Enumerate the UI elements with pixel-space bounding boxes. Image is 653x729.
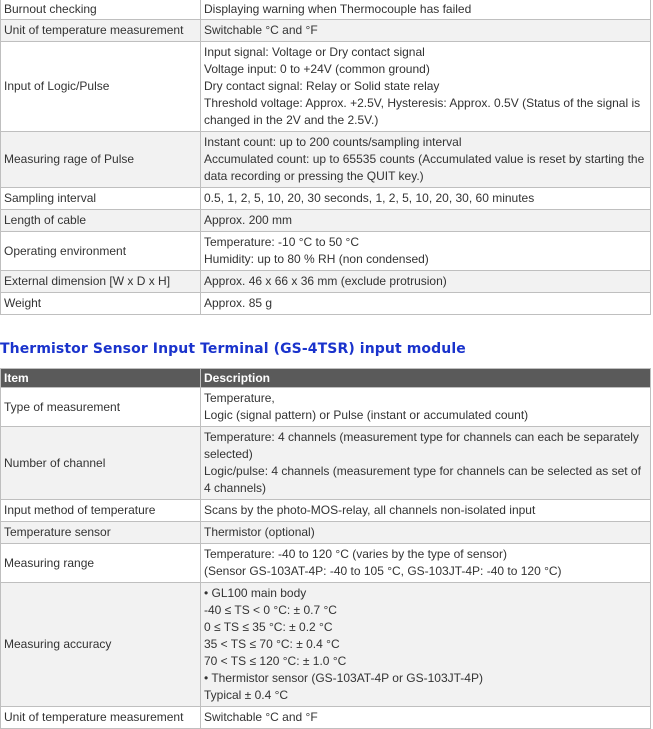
table-row (1, 271, 651, 293)
table-row (1, 232, 651, 271)
value-line: Logic (signal pattern) or Pulse (instant or accumulated count) (204, 408, 529, 422)
column-header-description: Description (201, 369, 651, 388)
value-line: Approx. 200 mm (204, 213, 293, 227)
row-key: Measuring range (1, 544, 201, 583)
value-line: Temperature: -10 °C to 50 °C (204, 235, 359, 249)
value-line: Threshold voltage: Approx. +2.5V, Hysteresis: Approx. 0.5V (Status of the signal is changed in the 2V and the 2.5V.) (204, 96, 641, 127)
row-value (201, 583, 651, 707)
row-value (201, 232, 651, 271)
row-value (201, 20, 651, 42)
value-line: -40 ≤ TS < 0 °C: ± 0.7 °C (204, 603, 337, 617)
row-value (201, 132, 651, 188)
table-row (1, 293, 651, 315)
table-row (1, 388, 651, 427)
table-row (1, 544, 651, 583)
value-line: Displaying warning when Thermocouple has failed (204, 1, 472, 16)
value-line: • GL100 main body (204, 586, 307, 600)
value-line: 70 < TS ≤ 120 °C: ± 1.0 °C (204, 654, 347, 668)
table-row (1, 20, 651, 42)
table-row (1, 583, 651, 707)
row-key: Input of Logic/Pulse (1, 42, 201, 132)
value-line: Accumulated count: up to 65535 counts (Accumulated value is reset by starting the data recording or pressing the QUIT key.) (204, 152, 645, 183)
value-line: Humidity: up to 80 % RH (non condensed) (204, 252, 429, 266)
row-value (201, 188, 651, 210)
table-row (1, 522, 651, 544)
spec-table-thermocouple (0, 0, 651, 315)
row-value (201, 544, 651, 583)
value-line: Scans by the photo-MOS-relay, all channels non-isolated input (204, 503, 536, 517)
table-row (1, 42, 651, 132)
value-line: Voltage input: 0 to +24V (common ground) (204, 62, 430, 76)
row-key: Measuring rage of Pulse (1, 132, 201, 188)
value-line: Switchable °C and °F (204, 710, 318, 724)
row-value (201, 388, 651, 427)
value-line: Approx. 46 x 66 x 36 mm (exclude protrusion) (204, 274, 447, 288)
table-row (1, 188, 651, 210)
value-line: 0.5, 1, 2, 5, 10, 20, 30 seconds, 1, 2, 5, 10, 20, 30, 60 minutes (204, 191, 535, 205)
value-line: Temperature: -40 to 120 °C (varies by the type of sensor) (204, 547, 507, 561)
value-line: Approx. 85 g (204, 296, 273, 310)
value-line: (Sensor GS-103AT-4P: -40 to 105 °C, GS-103JT-4P: -40 to 120 °C) (204, 564, 562, 578)
spec-table-thermistor (0, 368, 651, 729)
row-key: Burnout checking (1, 0, 201, 20)
row-key: Type of measurement (1, 388, 201, 427)
row-key: Length of cable (1, 210, 201, 232)
row-value (201, 707, 651, 729)
column-header-item: Item (1, 369, 201, 388)
value-line: Temperature: 4 channels (measurement type for channels can each be separately selected) (204, 430, 639, 461)
row-key: Weight (1, 293, 201, 315)
table-row (1, 132, 651, 188)
value-line: Dry contact signal: Relay or Solid state relay (204, 79, 440, 93)
table-row (1, 500, 651, 522)
row-value (201, 427, 651, 500)
row-value (201, 42, 651, 132)
row-value (201, 500, 651, 522)
value-line: Input signal: Voltage or Dry contact signal (204, 45, 425, 59)
value-line: 0 ≤ TS ≤ 35 °C: ± 0.2 °C (204, 620, 333, 634)
row-value (201, 210, 651, 232)
table-row (1, 0, 651, 20)
row-key: Unit of temperature measurement (1, 20, 201, 42)
row-key: Input method of temperature (1, 500, 201, 522)
table-row (1, 210, 651, 232)
value-line: Instant count: up to 200 counts/sampling interval (204, 135, 462, 149)
value-line: 35 < TS ≤ 70 °C: ± 0.4 °C (204, 637, 340, 651)
row-value (201, 0, 651, 20)
value-line: Logic/pulse: 4 channels (measurement type for channels can be selected as set of 4 channels) (204, 464, 641, 495)
row-key: Sampling interval (1, 188, 201, 210)
row-value (201, 271, 651, 293)
row-value (201, 293, 651, 315)
value-line: Temperature, (204, 391, 275, 405)
row-value (201, 522, 651, 544)
row-key: External dimension [W x D x H] (1, 271, 201, 293)
row-key: Unit of temperature measurement (1, 707, 201, 729)
value-line: • Thermistor sensor (GS-103AT-4P or GS-103JT-4P) (204, 671, 483, 685)
table-row (1, 427, 651, 500)
table-header (1, 369, 651, 388)
spec-table-body (1, 388, 651, 729)
value-line: Switchable °C and °F (204, 23, 318, 37)
spec-table-body (1, 0, 651, 315)
section-heading: Thermistor Sensor Input Terminal (GS-4TSR) input module (0, 341, 466, 357)
row-key: Operating environment (1, 232, 201, 271)
row-key: Temperature sensor (1, 522, 201, 544)
value-line: Typical ± 0.4 °C (204, 688, 289, 702)
table-row (1, 707, 651, 729)
row-key: Measuring accuracy (1, 583, 201, 707)
value-line: Thermistor (optional) (204, 525, 315, 539)
header-row (1, 369, 651, 388)
row-key: Number of channel (1, 427, 201, 500)
